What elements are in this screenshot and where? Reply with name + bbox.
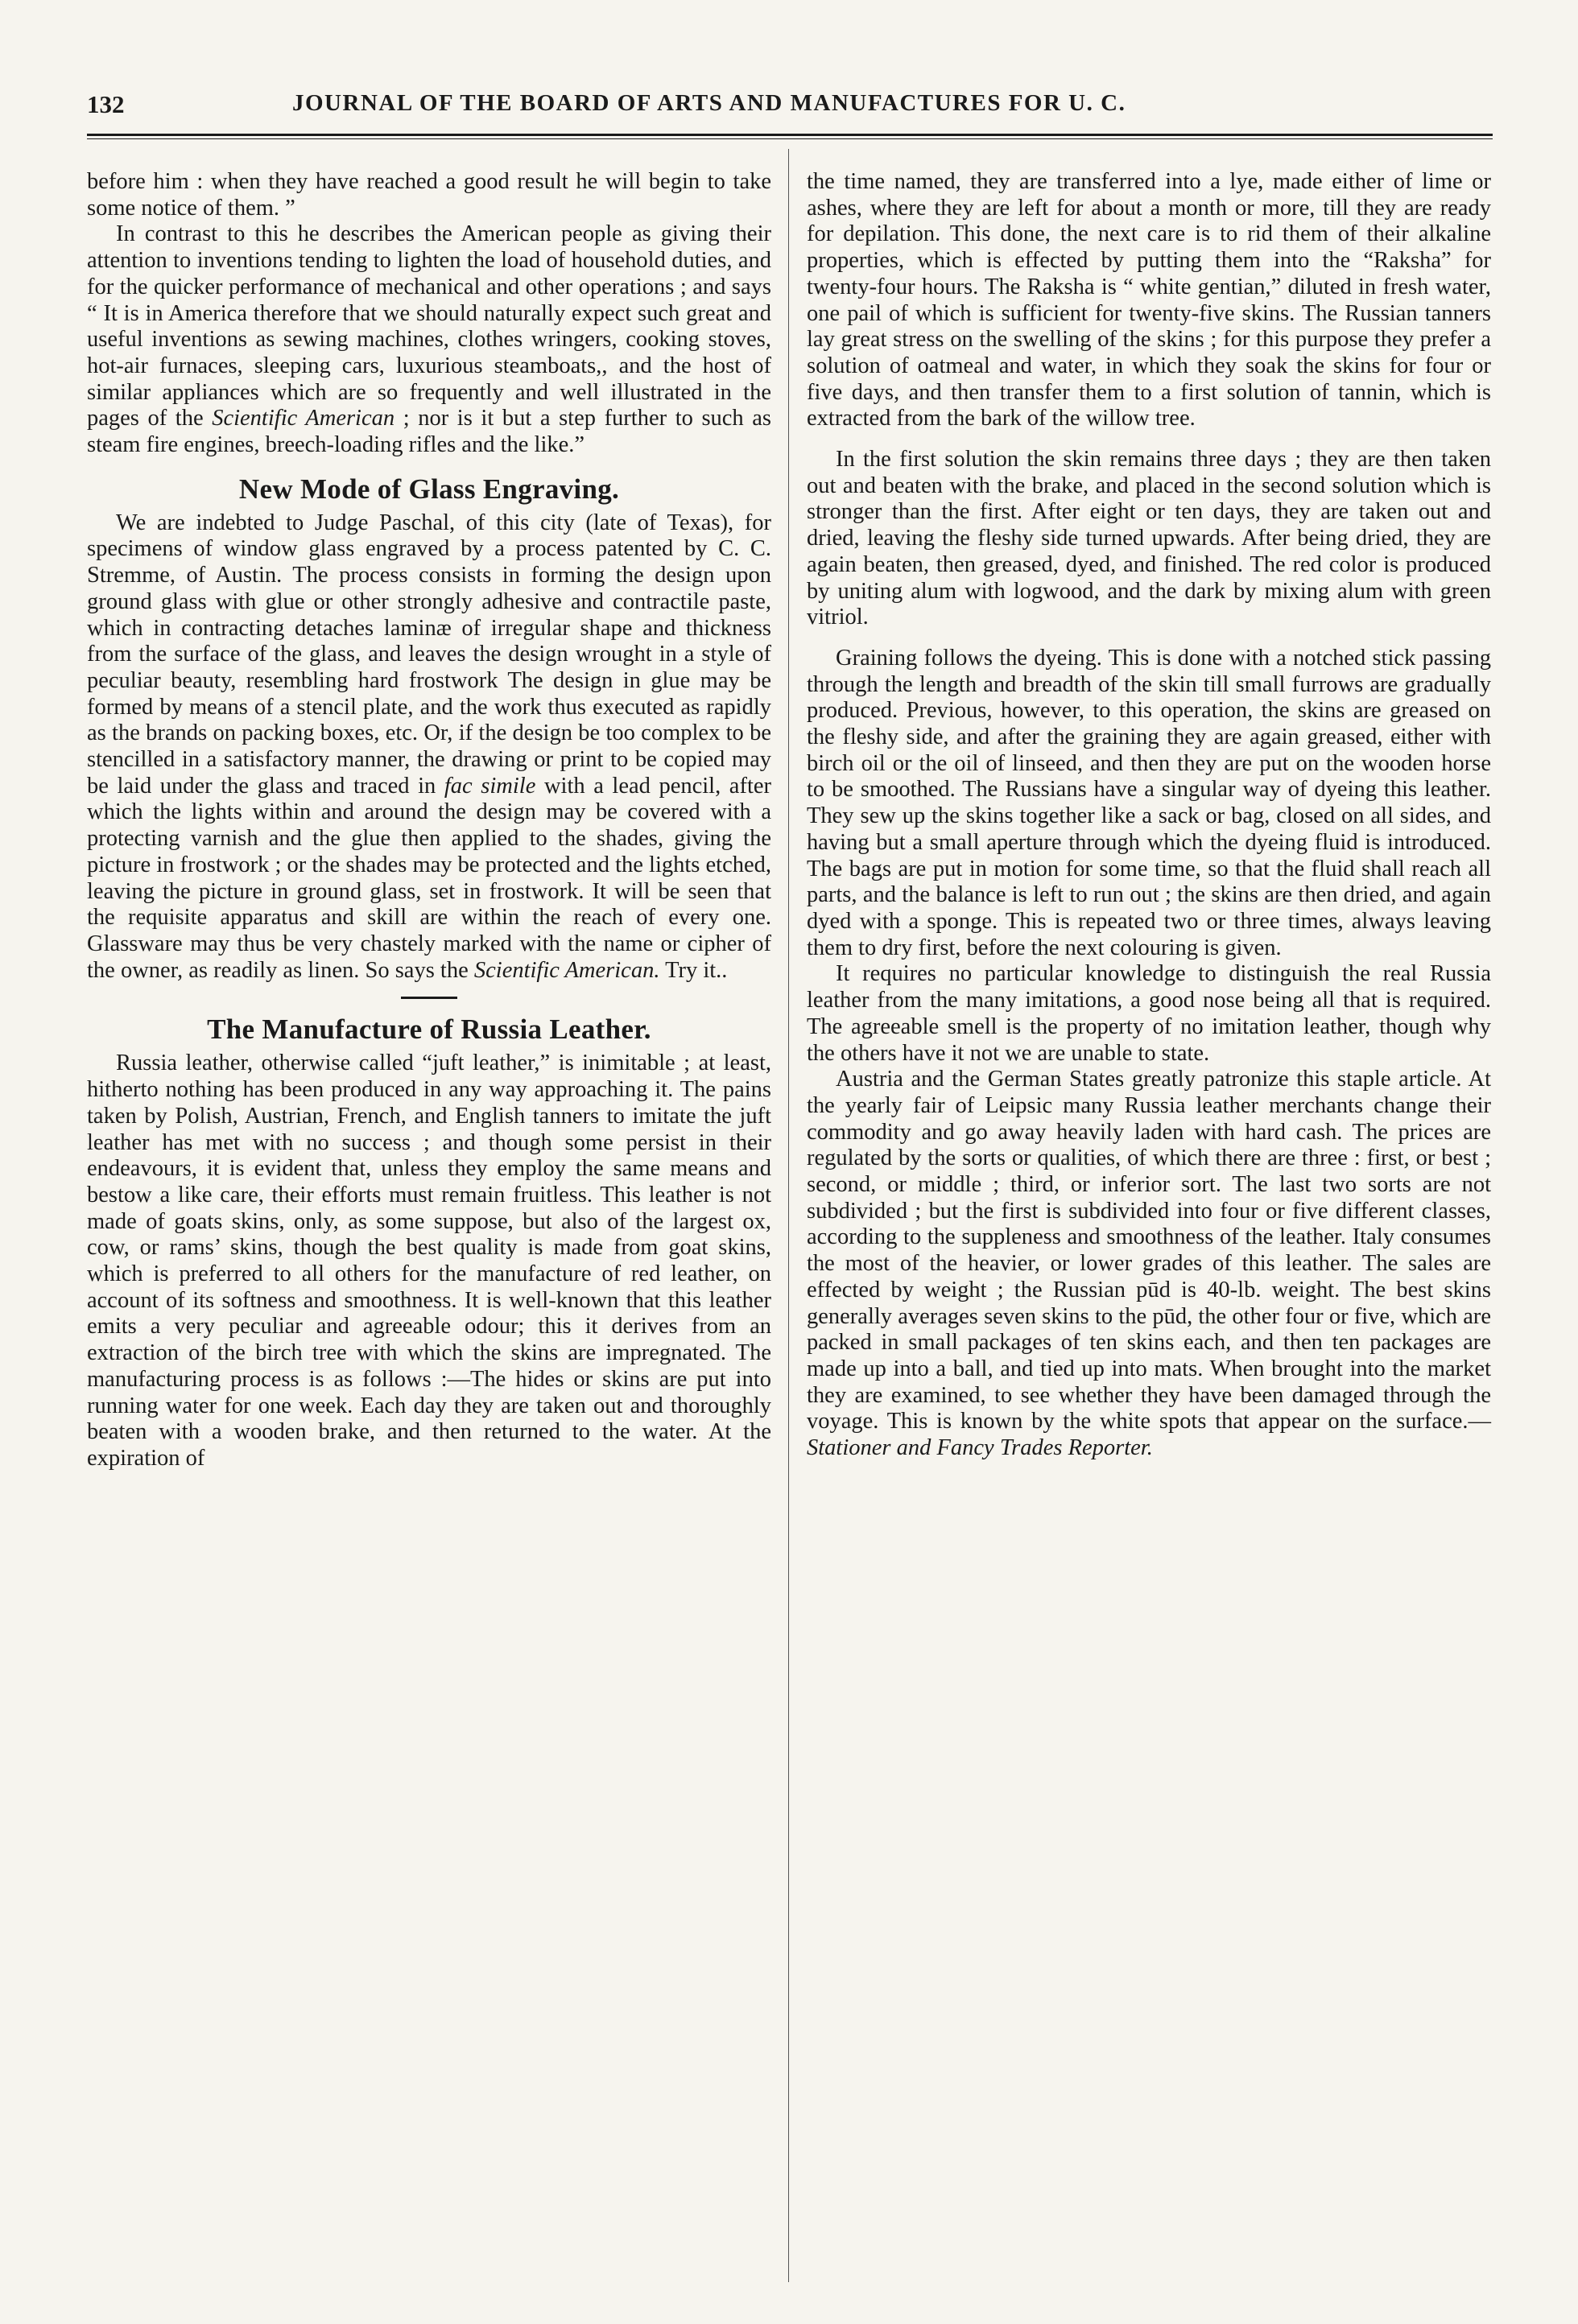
paragraph: the time named, they are transferred into a lye, made either of lime or ashes, where they are left for about a month or more, till they are ready for depilation. This done, the next care is to rid them of their alkaline properties, which is effected by putting them into the “Raksha” for twenty-four hours. The Raksha is “ white gentian,” diluted in fresh water, one pail of which is sufficient for twenty-five skins. The Russian tanners lay great stress on the swelling of the skins ; for this purpose they prefer a solution of oatmeal and water, in which they soak the skins for four or five days, and then transfer them to a first solution of tannin, which is extracted from the bark of the willow tree. <box>807 169 1491 431</box>
running-head: JOURNAL OF THE BOARD OF ARTS AND MANUFACTURES FOR U. C. <box>292 90 1126 116</box>
article-heading-glass: New Mode of Glass Engraving. <box>238 473 620 505</box>
article-heading-russia: The Manufacture of Russia Leather. <box>207 1013 651 1046</box>
section-divider <box>401 997 457 999</box>
right-column <box>807 169 1491 1462</box>
paragraph: In contrast to this he describes the American people as giving their attention to inventions tending to lighten the load of household duties, and for the quicker performance of mechanical and other operations ; and says “ It is in America therefore that we should naturally expect such great and useful inventions as sewing machines, clothes wringers, cooking stoves, hot-air furnaces, sleeping cars, luxurious steamboats,, and the host of similar appliances which are so frequently and well illustrated in the pages of the Scientific American ; nor is it but a step further to such as steam fire engines, breech-loading rifles and the like.” <box>87 221 772 458</box>
paragraph: Russia leather, otherwise called “juft leather,” is inimitable ; at least, hitherto nothing has been produced in any way approaching it. The pains taken by Polish, Austrian, French, and English tanners to imitate the juft leather has met with no success ; and though some persist in their endeavours, it is evident that, unless they employ the same means and bestow a like care, their efforts must remain fruitless. This leather is not made of goats skins, only, as some suppose, but also of the largest ox, cow, or rams’ skins, though the best quality is made from goat skins, which is preferred to all others for the manufacture of red leather, on account of its softness and smoothness. It is well-known that this leather emits a very peculiar and agreeable odour; this it derives from an extraction of the birch tree with which the skins are impregnated. The manufacturing process is as follows :—The hides or skins are put into running water for one week. Each day they are taken out and thoroughly beaten with a wooden brake, and then returned to the water. At the expiration of <box>87 1051 771 1471</box>
page-number: 132 <box>87 90 125 118</box>
paragraph: Austria and the German States greatly patronize this staple article. At the yearly fair of Leipsic many Russia leather merchants change their commodity and go away heavily laden with hard cash. The prices are regulated by the sorts or qualities, of which there are three : first, or best ; second, or middle ; third, or inferior sort. The last two sorts are not subdivided ; but the first is subdivided into four or five different classes, according to the suppleness and smoothness of the leather. Italy consumes the most of the heavier, or lower grades of this leather. The sales are effected by weight ; the Russian pūd is 40-lb. weight. The best skins generally averages seven skins to the pūd, the other four or five, which are packed in small packages of ten skins each, and then ten packages are made up into a ball, and tied up into mats. When brought into the market they are examined, to see whether they have been damaged through the voyage. This is known by the white spots that appear on the surface.—Stationer and Fancy Trades Reporter. <box>807 1067 1491 1461</box>
paragraph: It requires no particular knowledge to distinguish the real Russia leather from the many imitations, a good nose being all that is required. The agreeable smell is the property of no imitation leather, though why the others have it not we are unable to state. <box>807 961 1491 1066</box>
paragraph: Graining follows the dyeing. This is done with a notched stick passing through the length and breadth of the skin till small furrows are gradually produced. Previous, however, to this operation, the skins are greased on the fleshy side, and after the graining they are again greased, either with birch oil or the oil of linseed, and then they are put on the wooden horse to be smoothed. The Russians have a singular way of dyeing this leather. They sew up the skins together like a sack or bag, closed on all sides, and having but a small aperture through which the dyeing fluid is introduced. The bags are put in motion for some time, so that the fluid shall reach all parts, and the balance is left to run out ; the skins are then dried, and again dyed with a sponge. This is repeated two or three times, always leaving them to dry first, before the next colouring is given. <box>807 645 1491 960</box>
left-column <box>87 169 771 1472</box>
source-citation: Stationer and Fancy Trades Reporter. <box>807 1435 1153 1461</box>
paragraph: We are indebted to Judge Paschal, of this city (late of Texas), for specimens of window glass engraved by a process patented by C. C. Stremme, of Austin. The process consists in forming the design upon ground glass with glue or other strongly adhesive and contractile paste, which in contracting detaches laminæ of irregular shape and thickness from the surface of the glass, and leaves the design wrought in a style of peculiar beauty, resembling hard frostwork The design in glue may be formed by means of a stencil plate, and the work thus executed as rapidly as the brands on packing boxes, etc. Or, if the design be too complex to be stencilled in a satisfactory manner, the drawing or print to be copied may be laid under the glass and traced in fac simile with a lead pencil, after which the lights within and around the design may be covered with a protecting varnish and the glue then applied to the shades, giving the picture in frostwork ; or the shades may be protected and the lights etched, leaving the picture in ground glass, set in frostwork. It will be seen that the requisite apparatus and skill are within the reach of every one. Glassware may thus be very chastely marked with the name or cipher of the owner, as readily as linen. So says the Scientific American. Try it.. <box>87 510 771 983</box>
publication-title: Scientific American. <box>473 957 660 983</box>
paragraph: before him : when they have reached a good result he will begin to take some notice of them. ” <box>87 169 771 221</box>
paragraph: In the first solution the skin remains three days ; they are then taken out and beaten with the brake, and placed in the second solution which is stronger than the first. After eight or ten days, they are taken out and dried, leaving the fleshy side turned upwards. After being dried, they are again beaten, then greased, dyed, and finished. The red color is produced by uniting alum with logwood, and the dark by mixing alum with green vitriol. <box>807 447 1491 630</box>
header-rule <box>87 134 1493 136</box>
header-rule-thin <box>87 138 1493 139</box>
page-header <box>87 90 1493 122</box>
publication-title: Scientific American <box>212 406 395 431</box>
column-divider <box>788 149 789 2282</box>
